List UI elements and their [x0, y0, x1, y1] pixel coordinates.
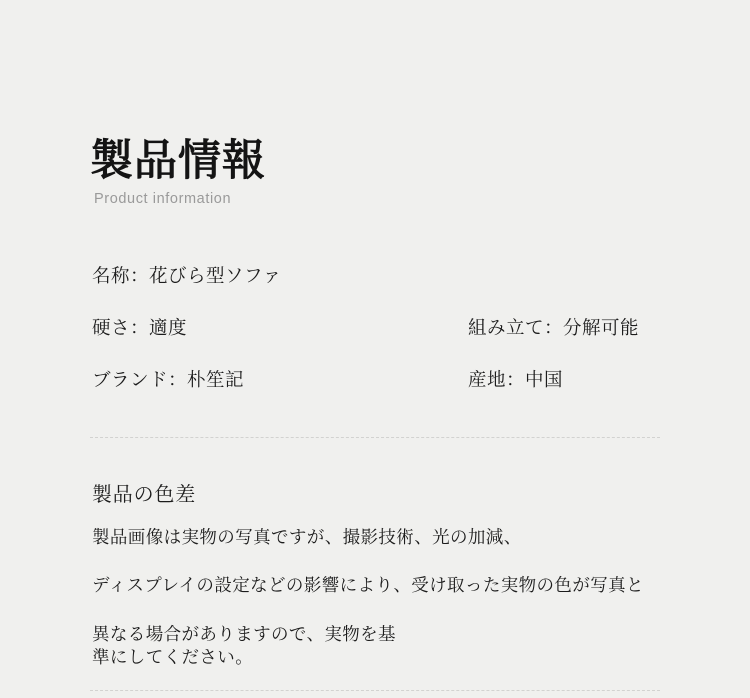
spec-item-assembly: 組み立て：分解可能	[468, 317, 640, 338]
spec-row	[0, 262, 750, 314]
page-subtitle: Product information	[94, 191, 232, 207]
spec-item-name: 名称：花びら型ソファ	[92, 265, 282, 286]
spec-item-hardness: 硬さ：適度	[92, 317, 188, 338]
spec-item-brand: ブランド：朴笙記	[92, 369, 245, 390]
spec-row	[0, 314, 750, 366]
note-line: ディスプレイの設定などの影響により、受け取った実物の色が写真と	[92, 575, 644, 596]
color-difference-title: 製品の色差	[92, 484, 196, 506]
color-difference-text	[92, 528, 672, 667]
spec-item-origin: 産地：中国	[468, 369, 564, 390]
section-divider	[90, 690, 660, 691]
page-title: 製品情報	[90, 136, 266, 186]
section-divider	[90, 437, 660, 438]
note-line: 準にしてください。	[92, 646, 254, 667]
spec-row	[0, 366, 750, 418]
note-line: 製品画像は実物の写真ですが、撮影技術、光の加減、	[92, 527, 522, 547]
specification-list	[0, 262, 750, 418]
page-heading	[90, 136, 266, 207]
note-line: 異なる場合がありますので、実物を基	[92, 623, 396, 644]
